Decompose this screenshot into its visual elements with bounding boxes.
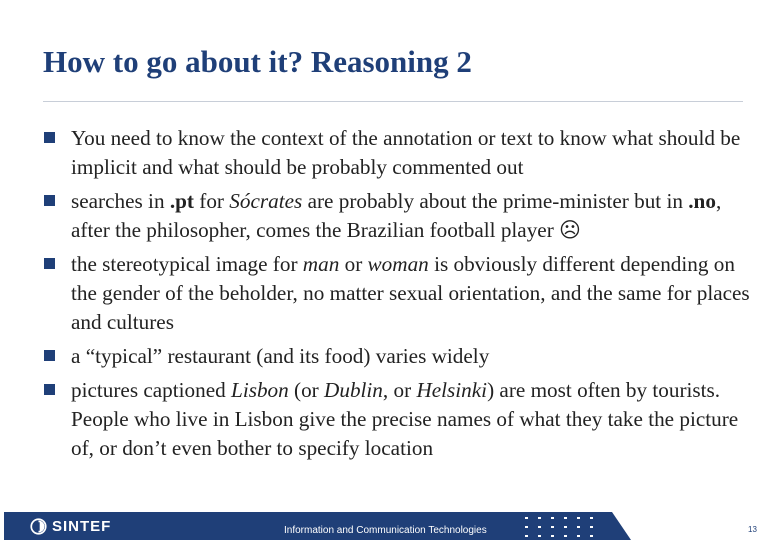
- bullet-text: .no: [688, 189, 716, 213]
- bullet-item: [44, 342, 754, 371]
- bullet-text: , or: [382, 378, 417, 402]
- bullet-text: (or: [288, 378, 325, 402]
- bullet-text: Helsinki: [416, 378, 488, 402]
- bullet-text: the stereotypical image for: [71, 252, 303, 276]
- dot-pattern: [523, 515, 597, 539]
- bullet-list: [44, 124, 754, 468]
- bullet-text: Dublin: [324, 378, 383, 402]
- bullet-text: ) are most often by tourists. People who live in Lisbon give the precise names of what they take the picture of, or don’t even bother to specify location: [71, 378, 739, 460]
- title-divider: [43, 101, 743, 102]
- sintef-logo-text: SINTEF: [52, 517, 112, 535]
- sintef-logo: [30, 514, 111, 538]
- bullet-text: pictures captioned: [71, 378, 232, 402]
- bullet-text: is obviously different depending on the gender of the beholder, no matter sexual orientation, and the same for places and cultures: [71, 252, 750, 334]
- bullet-square-icon: [44, 350, 55, 361]
- bullet-text: a “typical” restaurant (and its food) varies widely: [71, 344, 490, 368]
- bullet-square-icon: [44, 195, 55, 206]
- bullet-item: [44, 187, 754, 245]
- bullet-text: .pt: [169, 189, 194, 213]
- bullet-square-icon: [44, 132, 55, 143]
- bullet-square-icon: [44, 258, 55, 269]
- bullet-text: are probably about the prime-minister but in: [302, 189, 689, 213]
- sintef-logo-icon: [30, 518, 47, 535]
- bullet-text: You need to know the context of the annotation or text to know what should be implicit and what should be probably commented out: [71, 126, 741, 179]
- bullet-item: [44, 124, 754, 182]
- bullet-item: [44, 376, 754, 463]
- bullet-text: woman: [367, 252, 429, 276]
- bullet-square-icon: [44, 384, 55, 395]
- bullet-text: or: [339, 252, 368, 276]
- slide-title: How to go about it? Reasoning 2: [43, 44, 472, 79]
- bullet-text: Sócrates: [229, 189, 303, 213]
- bullet-text: searches in: [71, 189, 170, 213]
- bullet-text: Lisbon: [231, 378, 289, 402]
- bullet-text: for: [193, 189, 230, 213]
- bullet-text: , after the philosopher, comes the Brazilian football player ☹: [71, 189, 722, 242]
- footer-bar: [0, 512, 780, 540]
- footer-caption: Information and Communication Technologies: [284, 525, 487, 536]
- bullet-text: man: [302, 252, 340, 276]
- bullet-item: [44, 250, 754, 337]
- page-number: 13: [748, 525, 757, 534]
